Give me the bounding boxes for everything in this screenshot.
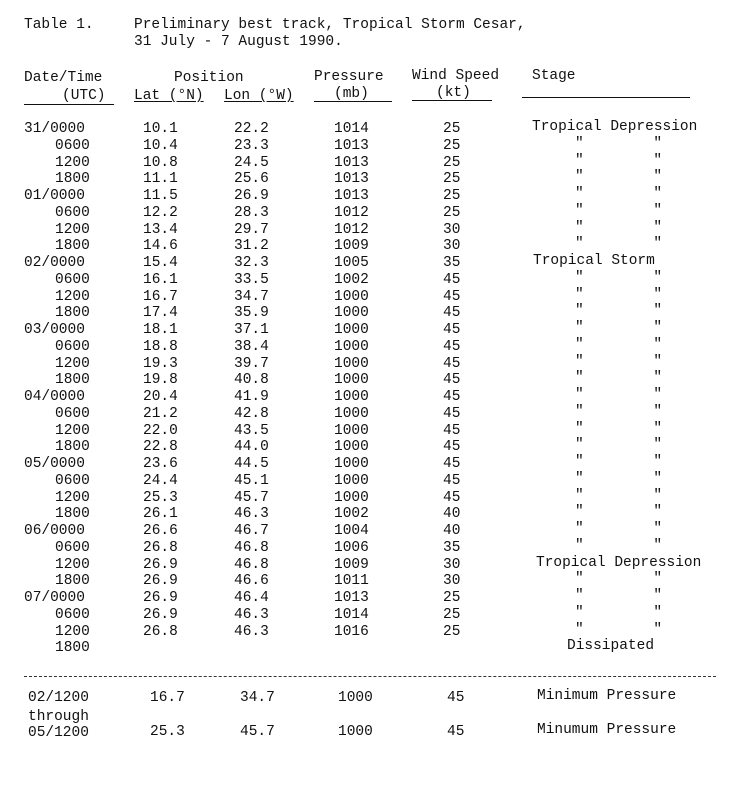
cell-wind: 25 bbox=[443, 623, 461, 640]
cell-lon: 32.3 bbox=[234, 255, 269, 271]
cell-date: 0600 bbox=[55, 472, 90, 489]
cell-lon: 46.3 bbox=[234, 506, 269, 523]
cell-pressure: 1000 bbox=[334, 422, 369, 439]
cell-date: 0600 bbox=[55, 137, 90, 154]
summary-wind-end: 45 bbox=[447, 724, 465, 740]
cell-lat: 18.1 bbox=[143, 322, 178, 338]
cell-wind: 45 bbox=[443, 422, 461, 439]
cell-lon: 44.5 bbox=[234, 456, 269, 472]
cell-pressure: 1013 bbox=[334, 154, 369, 171]
cell-stage: Tropical Depression bbox=[532, 119, 698, 135]
cell-lon: 45.7 bbox=[234, 489, 269, 506]
cell-lon: 46.8 bbox=[234, 556, 269, 573]
cell-lon: 28.3 bbox=[234, 204, 269, 221]
cell-date: 1800 bbox=[55, 439, 90, 456]
cell-pressure: 1012 bbox=[334, 221, 369, 238]
cell-lat: 10.4 bbox=[143, 137, 178, 154]
header-utc: (UTC) bbox=[62, 88, 106, 104]
cell-wind: 25 bbox=[443, 171, 461, 188]
cell-stage: " " bbox=[575, 470, 663, 487]
cell-stage: " " bbox=[575, 320, 663, 336]
cell-stage: " " bbox=[575, 621, 663, 638]
cell-date: 0600 bbox=[55, 539, 90, 556]
cell-lon: 35.9 bbox=[234, 305, 269, 322]
cell-date: 1800 bbox=[55, 640, 90, 657]
cell-wind: 40 bbox=[443, 506, 461, 523]
cell-pressure: 1000 bbox=[334, 288, 369, 305]
cell-wind: 25 bbox=[443, 606, 461, 623]
summary-through: through bbox=[28, 709, 89, 725]
cell-date: 0600 bbox=[55, 606, 90, 623]
cell-date: 1800 bbox=[55, 372, 90, 389]
cell-lat: 15.4 bbox=[143, 255, 178, 271]
cell-wind: 45 bbox=[443, 338, 461, 355]
header-mb: (mb) bbox=[334, 86, 369, 102]
cell-lon: 43.5 bbox=[234, 422, 269, 439]
cell-pressure: 1009 bbox=[334, 238, 369, 255]
cell-wind: 45 bbox=[443, 472, 461, 489]
cell-date: 1200 bbox=[55, 489, 90, 506]
summary-pressure-start: 1000 bbox=[338, 690, 373, 706]
cell-date: 1800 bbox=[55, 506, 90, 523]
cell-pressure: 1013 bbox=[334, 171, 369, 188]
cell-stage: " " bbox=[575, 437, 663, 454]
cell-date: 03/0000 bbox=[24, 322, 85, 338]
header-datetime: Date/Time bbox=[24, 70, 103, 86]
cell-stage: " " bbox=[575, 420, 663, 437]
summary-pressure-end: 1000 bbox=[338, 724, 373, 740]
cell-lat: 14.6 bbox=[143, 238, 178, 255]
cell-pressure: 1006 bbox=[334, 539, 369, 556]
summary-lon-start: 34.7 bbox=[240, 690, 275, 706]
cell-stage: " " bbox=[575, 303, 663, 320]
cell-lon: 25.6 bbox=[234, 171, 269, 188]
separator-dashed-line bbox=[24, 676, 716, 677]
header-stage: Stage bbox=[532, 68, 576, 84]
cell-lat: 22.8 bbox=[143, 439, 178, 456]
cell-stage: " " bbox=[575, 202, 663, 219]
cell-lon: 33.5 bbox=[234, 271, 269, 288]
cell-lat: 23.6 bbox=[143, 456, 178, 472]
cell-date: 1800 bbox=[55, 238, 90, 255]
cell-stage: Tropical Storm bbox=[533, 253, 655, 269]
cell-lat: 26.1 bbox=[143, 506, 178, 523]
cell-wind: 25 bbox=[443, 204, 461, 221]
cell-wind: 45 bbox=[443, 439, 461, 456]
cell-pressure: 1009 bbox=[334, 556, 369, 573]
cell-wind: 45 bbox=[443, 322, 461, 338]
cell-wind: 30 bbox=[443, 221, 461, 238]
cell-date: 1800 bbox=[55, 171, 90, 188]
cell-pressure: 1011 bbox=[334, 573, 369, 590]
header-underline-wind bbox=[412, 100, 492, 101]
cell-lat: 10.8 bbox=[143, 154, 178, 171]
caption-title-line1: Preliminary best track, Tropical Storm Cesar, bbox=[134, 17, 526, 33]
cell-pressure: 1012 bbox=[334, 204, 369, 221]
cell-stage: " " bbox=[575, 186, 663, 202]
cell-lat: 26.8 bbox=[143, 539, 178, 556]
cell-pressure: 1000 bbox=[334, 338, 369, 355]
summary-wind-start: 45 bbox=[447, 690, 465, 706]
cell-lat: 24.4 bbox=[143, 472, 178, 489]
cell-pressure: 1000 bbox=[334, 305, 369, 322]
cell-wind: 45 bbox=[443, 288, 461, 305]
cell-pressure: 1000 bbox=[334, 322, 369, 338]
cell-wind: 35 bbox=[443, 255, 461, 271]
cell-stage: " " bbox=[575, 336, 663, 353]
cell-date: 05/0000 bbox=[24, 456, 85, 472]
cell-lon: 44.0 bbox=[234, 439, 269, 456]
cell-date: 06/0000 bbox=[24, 523, 85, 539]
cell-pressure: 1000 bbox=[334, 355, 369, 372]
summary-stage-start: Minimum Pressure bbox=[537, 688, 677, 704]
cell-date: 1200 bbox=[55, 556, 90, 573]
cell-pressure: 1013 bbox=[334, 137, 369, 154]
cell-lat: 26.6 bbox=[143, 523, 178, 539]
cell-stage: " " bbox=[575, 387, 663, 403]
cell-date: 1200 bbox=[55, 221, 90, 238]
cell-wind: 45 bbox=[443, 389, 461, 405]
header-underline-pressure bbox=[314, 101, 392, 102]
cell-wind: 25 bbox=[443, 137, 461, 154]
cell-lon: 29.7 bbox=[234, 221, 269, 238]
cell-wind: 45 bbox=[443, 372, 461, 389]
cell-wind: 25 bbox=[443, 154, 461, 171]
cell-lon: 46.7 bbox=[234, 523, 269, 539]
cell-lat: 10.1 bbox=[143, 121, 178, 137]
cell-lon: 45.1 bbox=[234, 472, 269, 489]
cell-stage: " " bbox=[575, 403, 663, 420]
cell-wind: 40 bbox=[443, 523, 461, 539]
cell-pressure: 1000 bbox=[334, 489, 369, 506]
cell-lat: 26.9 bbox=[143, 606, 178, 623]
cell-stage: " " bbox=[575, 135, 663, 152]
cell-pressure: 1013 bbox=[334, 590, 369, 606]
cell-stage: " " bbox=[575, 353, 663, 370]
cell-stage: Tropical Depression bbox=[536, 554, 702, 571]
header-kt: (kt) bbox=[436, 85, 471, 101]
cell-lat: 20.4 bbox=[143, 389, 178, 405]
cell-lat: 11.1 bbox=[143, 171, 178, 188]
caption-number: Table 1. bbox=[24, 17, 94, 33]
cell-lon: 38.4 bbox=[234, 338, 269, 355]
cell-lat: 19.8 bbox=[143, 372, 178, 389]
cell-wind: 45 bbox=[443, 305, 461, 322]
cell-date: 0600 bbox=[55, 405, 90, 422]
cell-pressure: 1002 bbox=[334, 506, 369, 523]
cell-pressure: 1000 bbox=[334, 456, 369, 472]
cell-lat: 16.7 bbox=[143, 288, 178, 305]
cell-lat: 25.3 bbox=[143, 489, 178, 506]
header-underline-datetime bbox=[24, 104, 114, 105]
cell-date: 0600 bbox=[55, 204, 90, 221]
cell-date: 1200 bbox=[55, 422, 90, 439]
cell-wind: 25 bbox=[443, 121, 461, 137]
cell-lat: 26.9 bbox=[143, 573, 178, 590]
cell-stage: " " bbox=[575, 537, 663, 554]
cell-stage: " " bbox=[575, 219, 663, 236]
cell-stage: " " bbox=[575, 169, 663, 186]
cell-pressure: 1000 bbox=[334, 372, 369, 389]
cell-stage: " " bbox=[575, 269, 663, 286]
cell-pressure: 1000 bbox=[334, 405, 369, 422]
caption-title-line2: 31 July - 7 August 1990. bbox=[134, 34, 343, 50]
cell-stage: Dissipated bbox=[567, 638, 655, 655]
cell-wind: 35 bbox=[443, 539, 461, 556]
cell-stage: " " bbox=[575, 286, 663, 303]
cell-wind: 30 bbox=[443, 573, 461, 590]
cell-date: 1800 bbox=[55, 573, 90, 590]
cell-pressure: 1016 bbox=[334, 623, 369, 640]
cell-date: 1200 bbox=[55, 288, 90, 305]
cell-lat: 11.5 bbox=[143, 188, 178, 204]
header-wind-speed: Wind Speed bbox=[412, 68, 500, 84]
cell-lon: 46.6 bbox=[234, 573, 269, 590]
cell-date: 04/0000 bbox=[24, 389, 85, 405]
cell-lon: 24.5 bbox=[234, 154, 269, 171]
cell-lat: 16.1 bbox=[143, 271, 178, 288]
cell-date: 01/0000 bbox=[24, 188, 85, 204]
cell-pressure: 1000 bbox=[334, 439, 369, 456]
cell-wind: 25 bbox=[443, 188, 461, 204]
cell-stage: " " bbox=[575, 604, 663, 621]
cell-lat: 13.4 bbox=[143, 221, 178, 238]
cell-wind: 30 bbox=[443, 238, 461, 255]
cell-date: 1200 bbox=[55, 623, 90, 640]
cell-lon: 46.3 bbox=[234, 606, 269, 623]
cell-pressure: 1000 bbox=[334, 389, 369, 405]
cell-stage: " " bbox=[575, 236, 663, 253]
cell-lat: 26.9 bbox=[143, 590, 178, 606]
summary-lat-end: 25.3 bbox=[150, 724, 185, 740]
summary-lon-end: 45.7 bbox=[240, 724, 275, 740]
cell-pressure: 1014 bbox=[334, 606, 369, 623]
cell-lon: 39.7 bbox=[234, 355, 269, 372]
cell-wind: 45 bbox=[443, 405, 461, 422]
cell-stage: " " bbox=[575, 571, 663, 588]
cell-stage: " " bbox=[575, 504, 663, 521]
cell-wind: 45 bbox=[443, 355, 461, 372]
cell-lon: 31.2 bbox=[234, 238, 269, 255]
cell-pressure: 1000 bbox=[334, 472, 369, 489]
cell-stage: " " bbox=[575, 454, 663, 470]
cell-date: 07/0000 bbox=[24, 590, 85, 606]
cell-lon: 34.7 bbox=[234, 288, 269, 305]
cell-stage: " " bbox=[575, 588, 663, 604]
cell-lon: 22.2 bbox=[234, 121, 269, 137]
cell-pressure: 1004 bbox=[334, 523, 369, 539]
cell-wind: 45 bbox=[443, 456, 461, 472]
cell-lat: 18.8 bbox=[143, 338, 178, 355]
cell-lon: 46.4 bbox=[234, 590, 269, 606]
cell-pressure: 1013 bbox=[334, 188, 369, 204]
cell-wind: 25 bbox=[443, 590, 461, 606]
cell-lat: 12.2 bbox=[143, 204, 178, 221]
header-pressure: Pressure bbox=[314, 69, 384, 85]
cell-wind: 45 bbox=[443, 489, 461, 506]
cell-pressure: 1005 bbox=[334, 255, 369, 271]
header-lat: Lat (°N) bbox=[134, 88, 204, 104]
cell-lat: 21.2 bbox=[143, 405, 178, 422]
cell-lon: 23.3 bbox=[234, 137, 269, 154]
cell-lat: 19.3 bbox=[143, 355, 178, 372]
cell-date: 0600 bbox=[55, 271, 90, 288]
cell-date: 1200 bbox=[55, 355, 90, 372]
cell-wind: 30 bbox=[443, 556, 461, 573]
summary-stage-end: Minumum Pressure bbox=[537, 722, 677, 738]
summary-lat-start: 16.7 bbox=[150, 690, 185, 706]
cell-stage: " " bbox=[575, 370, 663, 387]
cell-lon: 46.3 bbox=[234, 623, 269, 640]
cell-date: 31/0000 bbox=[24, 121, 85, 137]
cell-lon: 41.9 bbox=[234, 389, 269, 405]
cell-lat: 26.9 bbox=[143, 556, 178, 573]
cell-date: 1200 bbox=[55, 154, 90, 171]
cell-stage: " " bbox=[575, 152, 663, 169]
cell-wind: 45 bbox=[443, 271, 461, 288]
cell-date: 0600 bbox=[55, 338, 90, 355]
cell-lon: 40.8 bbox=[234, 372, 269, 389]
cell-lat: 17.4 bbox=[143, 305, 178, 322]
cell-pressure: 1014 bbox=[334, 121, 369, 137]
cell-date: 02/0000 bbox=[24, 255, 85, 271]
cell-lon: 37.1 bbox=[234, 322, 269, 338]
cell-lon: 46.8 bbox=[234, 539, 269, 556]
header-position: Position bbox=[174, 70, 244, 86]
summary-date-start: 02/1200 bbox=[28, 690, 89, 706]
cell-stage: " " bbox=[575, 521, 663, 537]
cell-pressure: 1002 bbox=[334, 271, 369, 288]
header-lon: Lon (°W) bbox=[224, 88, 294, 104]
header-underline-stage bbox=[522, 97, 690, 98]
cell-lat: 22.0 bbox=[143, 422, 178, 439]
cell-stage: " " bbox=[575, 487, 663, 504]
summary-date-end: 05/1200 bbox=[28, 725, 89, 741]
cell-lon: 42.8 bbox=[234, 405, 269, 422]
cell-date: 1800 bbox=[55, 305, 90, 322]
cell-lon: 26.9 bbox=[234, 188, 269, 204]
cell-lat: 26.8 bbox=[143, 623, 178, 640]
